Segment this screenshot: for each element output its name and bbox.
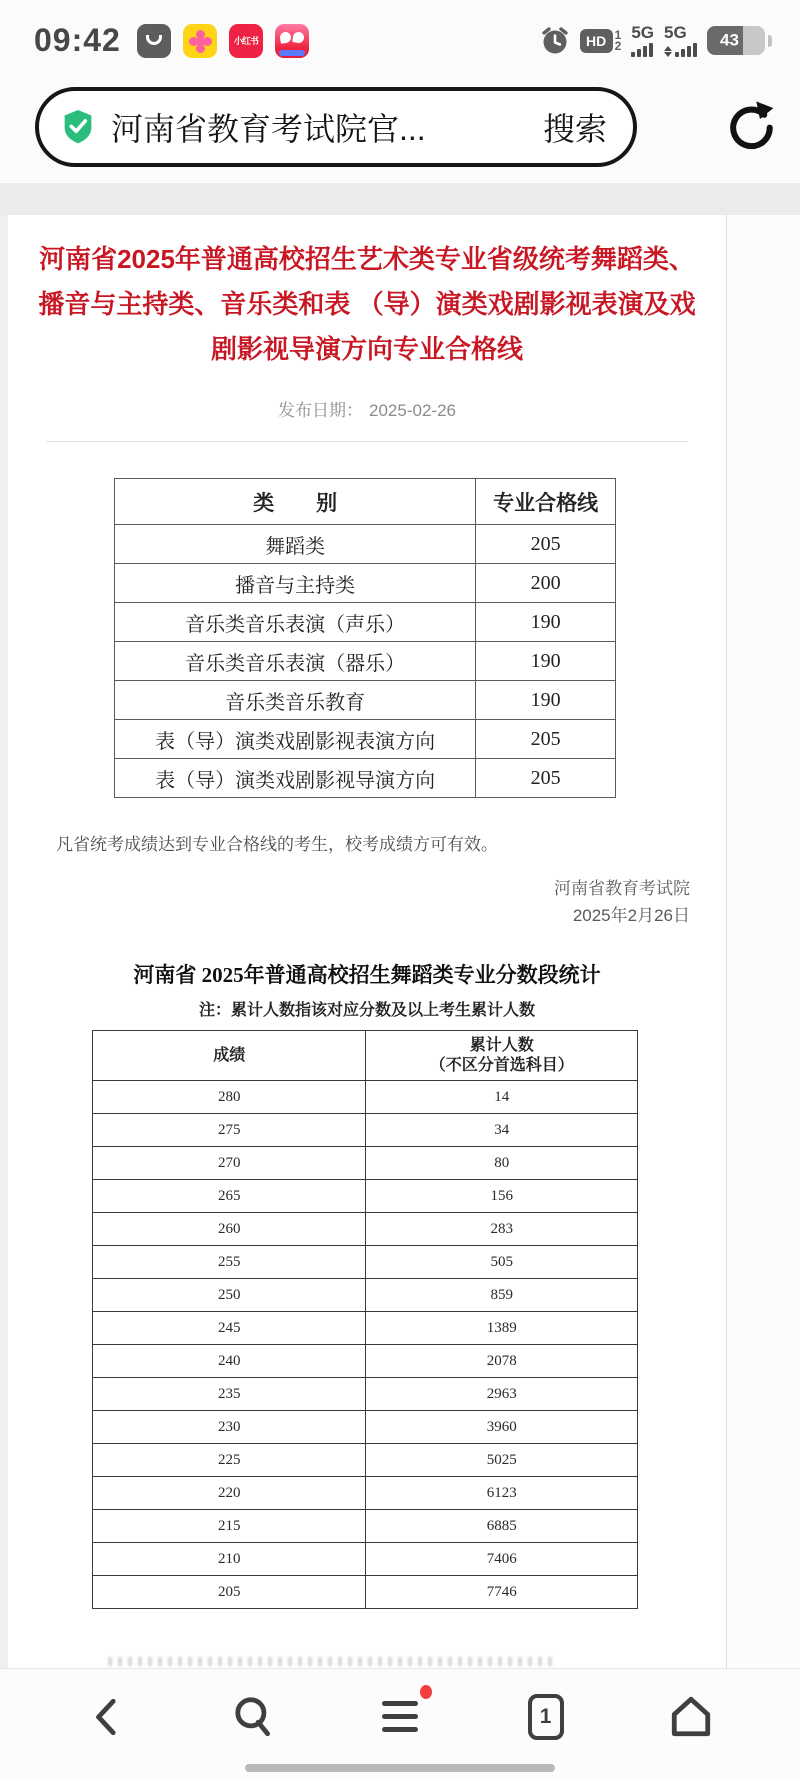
score-cell: 205: [476, 720, 616, 759]
back-button[interactable]: [69, 1682, 149, 1752]
score-cell: 200: [476, 564, 616, 603]
stats-table-row: [93, 1312, 638, 1345]
stats-count-cell: 7746: [366, 1576, 638, 1609]
stats-score-cell: 255: [93, 1246, 366, 1279]
stats-note: 注：累计人数指该对应分数及以上考生累计人数: [198, 1002, 535, 1019]
cutoff-table-row: [115, 525, 616, 564]
signature-org: 河南省教育考试院: [554, 879, 690, 898]
stats-count-cell: 859: [366, 1279, 638, 1312]
clock-time: 09:42: [34, 22, 121, 58]
stats-count-cell: 3960: [366, 1411, 638, 1444]
stats-score-cell: 210: [93, 1543, 366, 1576]
status-right: [540, 22, 772, 57]
stats-score-cell: 220: [93, 1477, 366, 1510]
xiaohongshu-label: 小红书: [233, 36, 258, 46]
stats-col-count-line1: 累计人数: [469, 1036, 534, 1054]
sim1-number: 1: [614, 27, 622, 42]
stats-table-row: [93, 1180, 638, 1213]
stats-count-cell: 2963: [366, 1378, 638, 1411]
cutoff-table-row: [115, 642, 616, 681]
stats-table-row: [93, 1444, 638, 1477]
stats-count-cell: 80: [366, 1147, 638, 1180]
signature-block: [8, 875, 690, 929]
stats-table-row: [93, 1510, 638, 1543]
battery-nub: [768, 35, 772, 47]
cutoff-table-row: [115, 720, 616, 759]
stats-col-count-line2: （不区分首选科目）: [429, 1056, 574, 1074]
category-cell: 音乐类音乐表演（声乐）: [115, 603, 476, 642]
stats-table-row: [93, 1279, 638, 1312]
address-bar[interactable]: [35, 87, 637, 167]
category-cell: 舞蹈类: [115, 525, 476, 564]
home-icon: [668, 1694, 714, 1740]
banner-stripe: [279, 50, 305, 56]
validity-note: 凡省统考成绩达到专业合格线的考生，校考成绩方可有效。: [56, 835, 498, 854]
sim-numbers: [614, 27, 622, 53]
search-tool-button[interactable]: [214, 1682, 294, 1752]
stats-score-cell: 275: [93, 1114, 366, 1147]
score-cell: 205: [476, 525, 616, 564]
browser-search-row: [0, 75, 800, 183]
stats-count-cell: 505: [366, 1246, 638, 1279]
stats-table-row: [93, 1246, 638, 1279]
refresh-button[interactable]: [720, 97, 778, 157]
stats-score-cell: 245: [93, 1312, 366, 1345]
smile-icon: [146, 35, 162, 45]
left-gutter: [0, 215, 8, 1668]
home-indicator[interactable]: [245, 1764, 555, 1772]
notification-app-icon: [137, 24, 171, 58]
stats-count-cell: 5025: [366, 1444, 638, 1477]
horizontal-divider: [46, 441, 688, 442]
tabs-button[interactable]: [506, 1682, 586, 1752]
alarm-icon: [540, 26, 570, 56]
cutoff-table-row: [115, 759, 616, 798]
stats-title: 河南省 2025年普通高校招生舞蹈类专业分数段统计: [133, 963, 601, 987]
stats-count-cell: 1389: [366, 1312, 638, 1345]
hearts-app-icon: [275, 24, 309, 58]
heart-icon: [292, 31, 305, 44]
publish-date-row: [8, 396, 726, 421]
sim2-number: 2: [614, 38, 622, 53]
cutoff-table-row: [115, 603, 616, 642]
stats-count-cell: 6885: [366, 1510, 638, 1543]
stats-table-row: [93, 1543, 638, 1576]
stats-score-cell: 265: [93, 1180, 366, 1213]
stats-score-cell: 225: [93, 1444, 366, 1477]
clipped-text-remnant: [108, 1657, 558, 1666]
stats-score-cell: 270: [93, 1147, 366, 1180]
stats-count-cell: 7406: [366, 1543, 638, 1576]
publish-label: 发布日期：: [278, 401, 364, 420]
stats-table-row: [93, 1114, 638, 1147]
webpage-content[interactable]: [8, 215, 727, 1668]
battery-icon: [707, 26, 765, 55]
stats-count-cell: 6123: [366, 1477, 638, 1510]
stats-score-cell: 250: [93, 1279, 366, 1312]
stats-table-row: [93, 1477, 638, 1510]
cutoff-table-row: [115, 564, 616, 603]
stats-score-cell: 235: [93, 1378, 366, 1411]
stats-score-cell: 215: [93, 1510, 366, 1543]
category-cell: 音乐类音乐教育: [115, 681, 476, 720]
volte-hd-icon: [580, 29, 622, 53]
heart-icon: [279, 31, 292, 44]
stats-count-cell: 34: [366, 1114, 638, 1147]
data-arrows-icon: [664, 46, 672, 57]
home-button[interactable]: [651, 1682, 731, 1752]
signature-date: 2025年2月26日: [572, 906, 690, 925]
cutoff-table: [114, 478, 616, 798]
stats-table-row: [93, 1081, 638, 1114]
stats-col-score: 成绩: [93, 1031, 366, 1081]
stats-table-row: [93, 1345, 638, 1378]
stats-count-cell: 283: [366, 1213, 638, 1246]
status-bar: [0, 0, 800, 75]
stats-header-row: [93, 1031, 638, 1081]
score-distribution-table: [92, 1030, 638, 1609]
xiaohongshu-app-icon: [229, 24, 263, 58]
secure-shield-icon: [61, 108, 95, 146]
stats-count-cell: 14: [366, 1081, 638, 1114]
cutoff-col-category: 类 别: [115, 479, 476, 525]
stats-table-row: [93, 1576, 638, 1609]
hd-badge: HD: [580, 29, 613, 53]
flower-icon: [196, 37, 205, 46]
stats-col-count: [366, 1031, 638, 1081]
category-cell: 表（导）演类戏剧影视表演方向: [115, 720, 476, 759]
article-title: 河南省2025年普通高校招生艺术类专业省级统考舞蹈类、播音与主持类、音乐类和表 （导）演类戏剧影视表演及戏剧影视导演方向专业合格线: [38, 244, 696, 364]
page-separator-band: [0, 183, 800, 215]
publish-date: 2025-02-26: [369, 401, 456, 420]
refresh-icon: [722, 99, 776, 155]
cutoff-header-row: [115, 479, 616, 525]
stats-score-cell: 205: [93, 1576, 366, 1609]
browser-toolbar: [0, 1668, 800, 1778]
stats-table-row: [93, 1213, 638, 1246]
flower-app-icon: [183, 24, 217, 58]
network-type-label: 5G: [631, 22, 654, 42]
stats-table-row: [93, 1411, 638, 1444]
stats-table-row: [93, 1378, 638, 1411]
category-cell: 表（导）演类戏剧影视导演方向: [115, 759, 476, 798]
cutoff-table-row: [115, 681, 616, 720]
cutoff-col-score: 专业合格线: [476, 479, 616, 525]
status-left: [34, 22, 309, 59]
signal-sim2-icon: [664, 22, 697, 57]
menu-button[interactable]: [360, 1682, 440, 1752]
network-type-label: 5G: [664, 22, 687, 42]
stats-score-cell: 260: [93, 1213, 366, 1246]
score-cell: 190: [476, 681, 616, 720]
stats-table-row: [93, 1147, 638, 1180]
stats-count-cell: 2078: [366, 1345, 638, 1378]
back-chevron-icon: [87, 1695, 131, 1739]
signal-sim1-icon: [631, 22, 654, 57]
stats-score-cell: 240: [93, 1345, 366, 1378]
right-gutter: [728, 215, 800, 1668]
category-cell: 音乐类音乐表演（器乐）: [115, 642, 476, 681]
score-cell: 190: [476, 642, 616, 681]
notification-dot: [420, 1685, 432, 1699]
category-cell: 播音与主持类: [115, 564, 476, 603]
score-cell: 190: [476, 603, 616, 642]
score-cell: 205: [476, 759, 616, 798]
hamburger-icon: [382, 1701, 418, 1732]
stats-score-cell: 280: [93, 1081, 366, 1114]
stats-count-cell: 156: [366, 1180, 638, 1213]
battery-percent: 43: [720, 30, 739, 50]
stats-score-cell: 230: [93, 1411, 366, 1444]
magnifier-icon: [231, 1694, 277, 1740]
tab-count-badge: 1: [528, 1694, 564, 1740]
search-button[interactable]: 搜索: [542, 111, 607, 147]
page-title-text[interactable]: 河南省教育考试院官...: [111, 111, 426, 147]
